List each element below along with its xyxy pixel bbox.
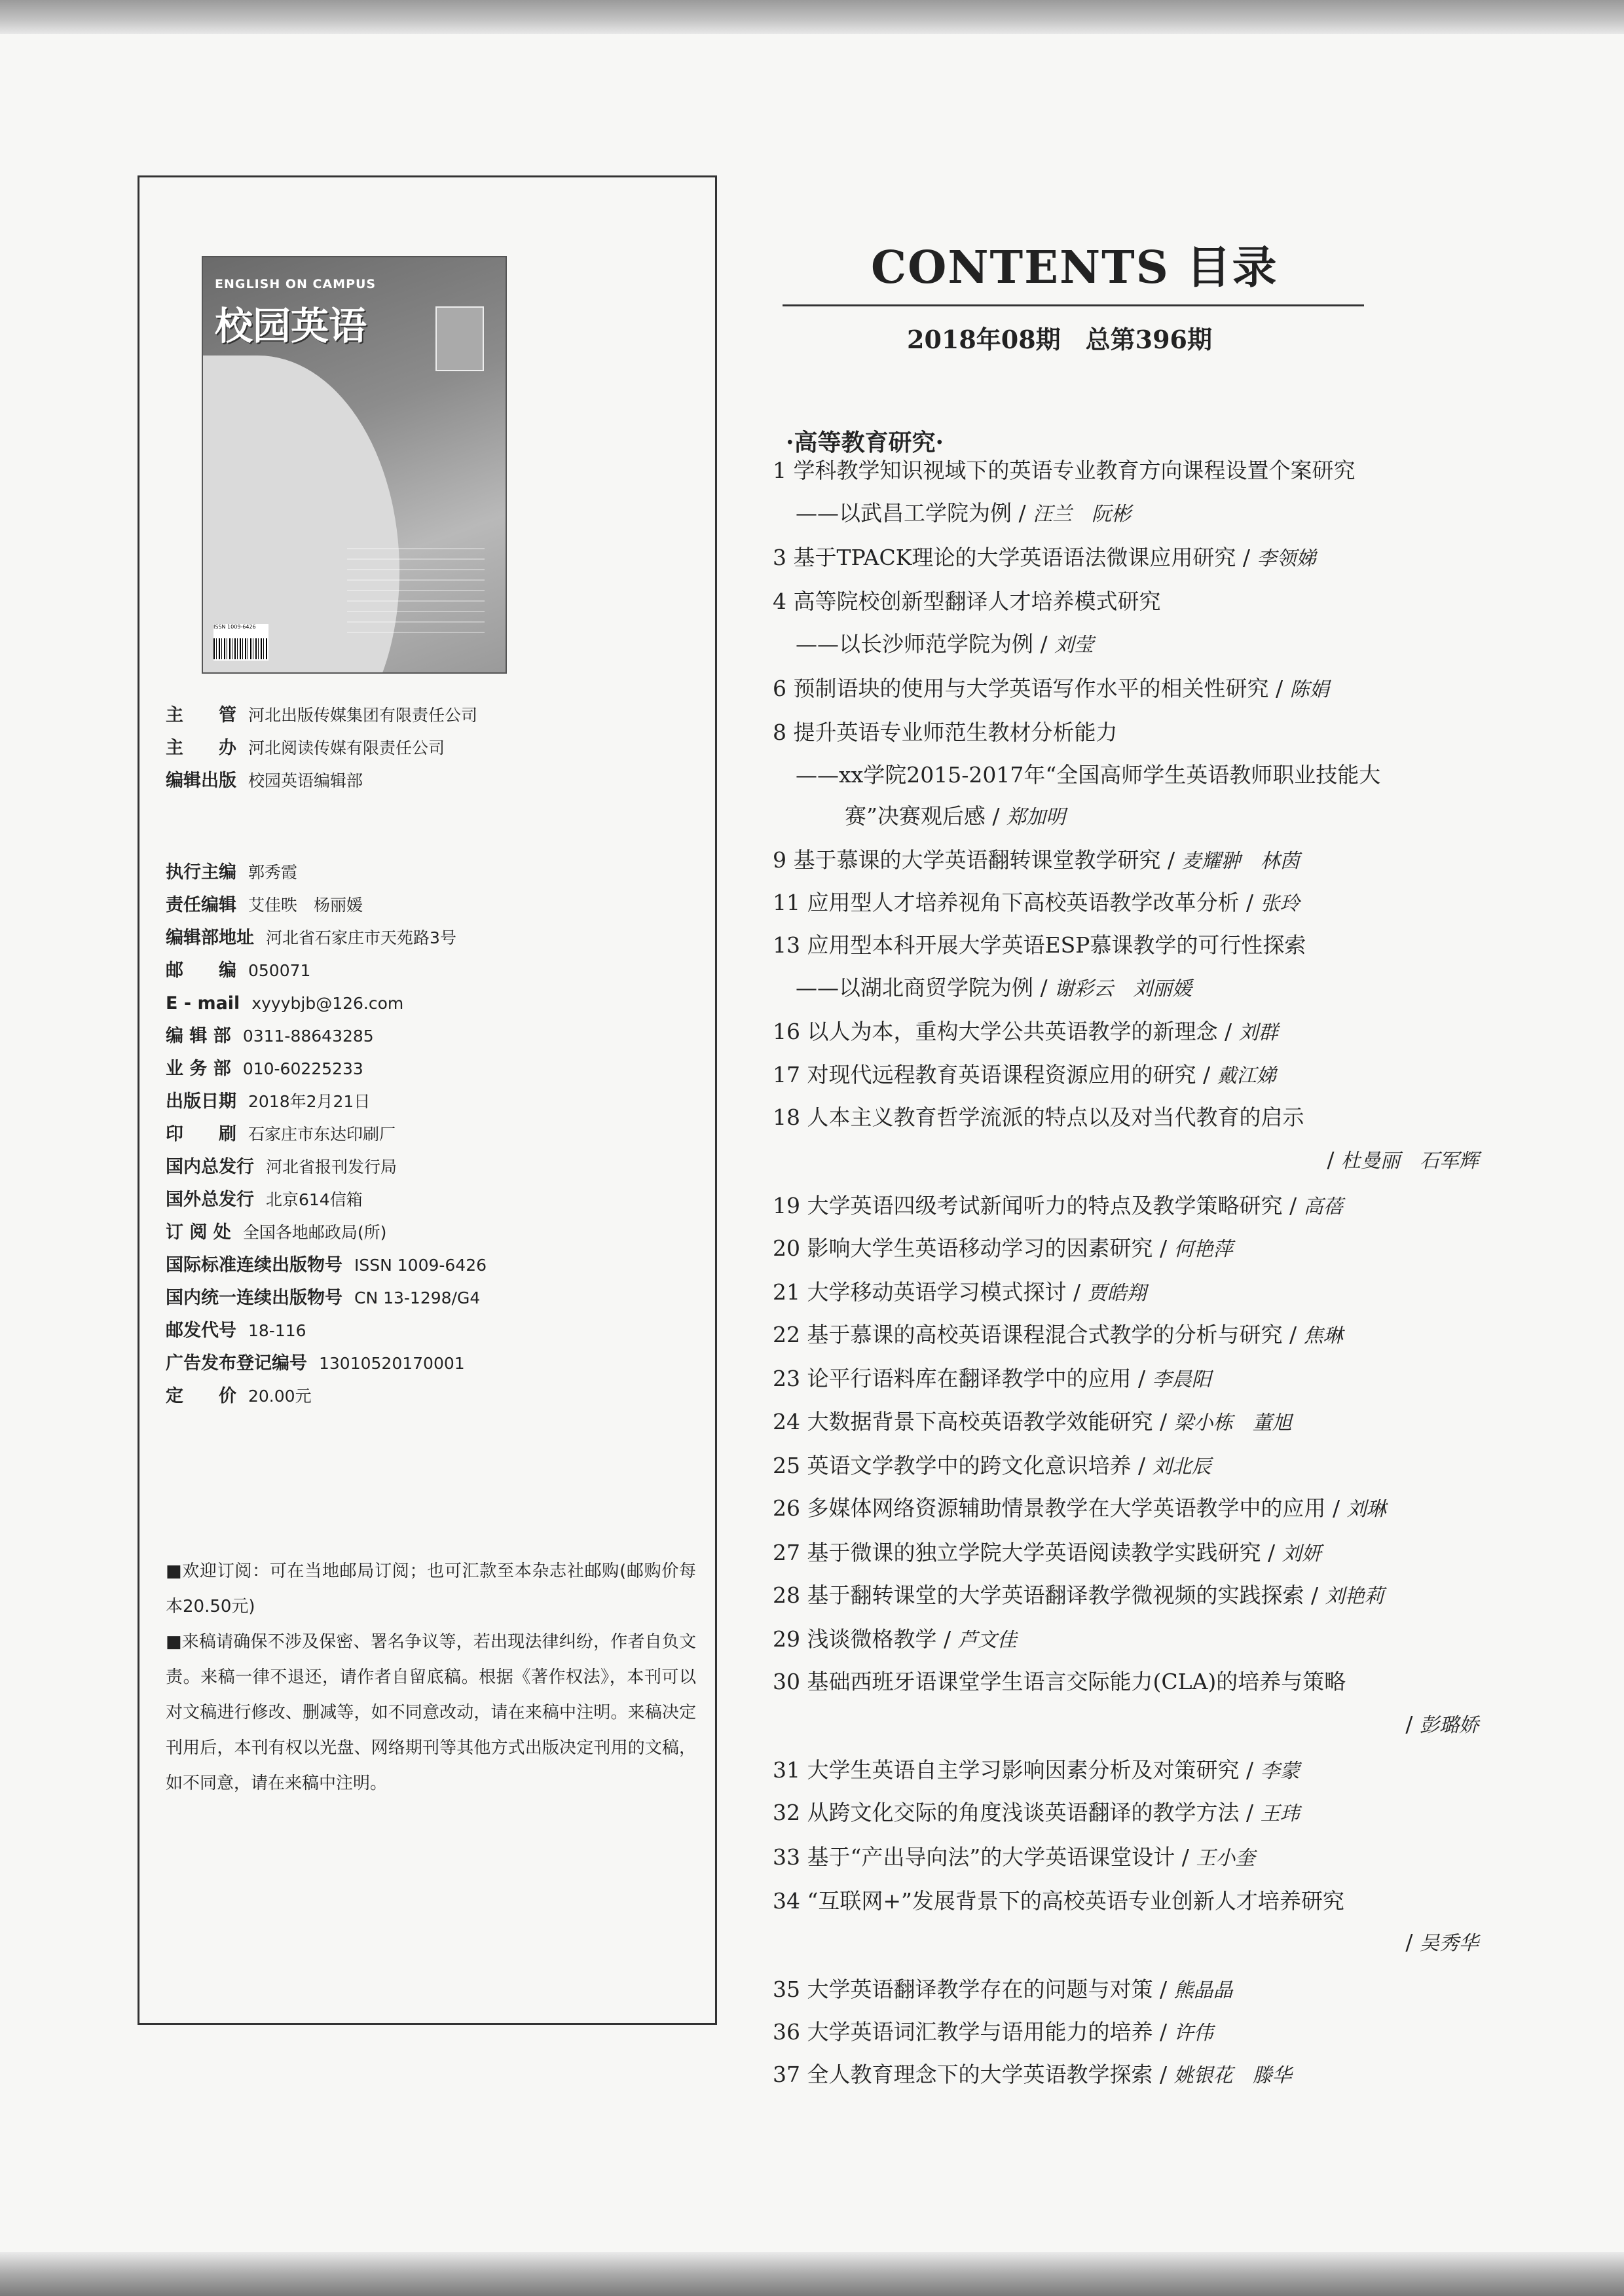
masthead-value: 0311-88643285 [242,1027,374,1046]
masthead-value: 河北省石家庄市天苑路3号 [266,928,456,947]
toc-entry [773,2058,1292,2088]
toc-title: 20 影响大学生英语移动学习的因素研究 / [773,1235,1174,1261]
toc-author: 彭璐娇 [1420,1714,1479,1737]
toc-entry [1405,1709,1479,1738]
toc-title: 13 应用型本科开展大学英语ESP慕课教学的可行性探索 [773,932,1306,958]
toc-title: 28 基于翻转课堂的大学英语翻译教学微视频的实践探索 / [773,1582,1325,1608]
toc-author: 吴秀华 [1420,1932,1479,1955]
masthead-label: 主 办 [166,738,236,758]
toc-author: 刘艳莉 [1325,1585,1384,1608]
masthead-label: 邮发代号 [166,1321,236,1341]
toc-title: / [1405,1711,1420,1737]
notice-subscribe: ■欢迎订阅：可在当地邮局订阅；也可汇款至本杂志社邮购(邮购价每本20.50元) [166,1561,696,1616]
toc-author: 汪兰 阮彬 [1033,503,1132,526]
toc-title: 19 大学英语四级考试新闻听力的特点及教学策略研究 / [773,1193,1304,1218]
masthead-value[interactable]: xyyybjb@126.com [251,994,404,1013]
masthead-label: 出版日期 [166,1091,236,1112]
masthead-label: 执行主编 [166,862,236,883]
toc-entry [796,627,1094,658]
toc-entry [773,1578,1384,1609]
toc-entry [796,758,1380,789]
toc-title: 37 全人教育理念下的大学英语教学探索 / [773,2062,1174,2087]
toc-title: / [1327,1147,1341,1173]
masthead-row [166,991,703,1017]
masthead-value: 艾佳昳 杨丽媛 [248,896,363,915]
masthead-value: 郭秀霞 [248,863,298,882]
toc-title: 9 基于慕课的大学英语翻转课堂教学研究 / [773,847,1182,873]
masthead-value: 13010520170001 [319,1354,465,1373]
toc-author: 王玮 [1260,1802,1300,1825]
title-divider [783,304,1364,306]
masthead-box [138,175,717,2025]
masthead-row [166,1383,703,1410]
masthead-value: 石家庄市东达印刷厂 [248,1125,396,1144]
masthead-row [166,892,703,919]
toc-title: 24 大数据背景下高校英语教学效能研究 / [773,1409,1174,1434]
toc-title: 22 基于慕课的高校英语课程混合式教学的分析与研究 / [773,1322,1304,1347]
masthead-row [166,1187,703,1213]
toc-author: 王小奎 [1196,1847,1255,1870]
notice-submission: ■来稿请确保不涉及保密、署名争议等，若出现法律纠纷，作者自负文责。来稿一律不退还，请作者自留底稿。根据《著作权法》，本刊可以对文稿进行修改、删减等，如不同意改动，请在来稿中注明。来稿决定刊用后，本刊有权以光盘、网络期刊等其他方式出版决定刊用的文稿，如不同意，请在来稿中注明。 [166,1632,696,1793]
toc-entry [773,1753,1300,1784]
toc-author: 张玲 [1260,892,1300,915]
masthead-value: CN 13-1298/G4 [354,1288,481,1307]
masthead-row [166,702,703,729]
masthead-label: 主 管 [166,705,236,725]
masthead-label: 责任编辑 [166,895,236,915]
toc-title: 23 论平行语料库在翻译教学中的应用 / [773,1366,1153,1391]
toc-author: 刘莹 [1054,634,1094,657]
toc-author: 姚银花 滕华 [1173,2064,1292,2087]
scan-shadow-top [0,0,1624,34]
toc-entry [773,672,1329,702]
toc-title: 4 高等院校创新型翻译人才培养模式研究 [773,589,1161,614]
toc-title: ——以湖北商贸学院为例 / [796,975,1055,1000]
toc-entry [773,1275,1147,1306]
toc-author: 刘妍 [1282,1542,1321,1565]
toc-entry [773,1665,1346,1696]
toc-title: 30 基础西班牙语课堂学生语言交际能力(CLA)的培养与策略 [773,1669,1346,1694]
toc-title: 21 大学移动英语学习模式探讨 / [773,1279,1088,1305]
masthead-value: 北京614信箱 [266,1190,363,1209]
masthead-row [166,1285,703,1311]
masthead-value: 河北出版传媒集团有限责任公司 [248,706,478,725]
masthead-value: ISSN 1009-6426 [354,1256,487,1275]
toc-entry [773,1622,1017,1653]
toc-entry [773,843,1300,874]
toc-author: 郑加明 [1006,806,1065,829]
toc-author: 芦文佳 [957,1629,1017,1652]
cover-subtitle: ENGLISH ON CAMPUS [215,277,377,291]
toc-entry [773,1973,1233,2003]
toc-author: 刘琳 [1346,1498,1386,1521]
scan-shadow-bottom [0,2252,1624,2296]
toc-entry [773,541,1316,572]
cover-issue-badge [435,306,484,371]
toc-entry [773,1884,1344,1915]
toc-entry [1405,1927,1479,1956]
toc-entry [773,716,1118,746]
masthead-label: 广告发布登记编号 [166,1353,307,1374]
masthead-label: 编辑出版 [166,771,236,791]
toc-entry [773,1101,1304,1131]
toc-entry [773,1491,1386,1522]
toc-entry [773,1405,1292,1436]
toc-entry [773,1231,1233,1262]
masthead-row [166,1023,703,1049]
toc-title: 赛”决赛观后感 / [845,803,1006,829]
masthead-label: 国际标准连续出版物号 [166,1255,342,1275]
toc-author: 李蒙 [1260,1760,1300,1783]
notice-block [166,1554,696,1801]
masthead-row [166,1351,703,1377]
toc-author: 戴江娣 [1217,1065,1276,1087]
masthead-label: 定 价 [166,1386,236,1406]
toc-author: 杜曼丽 石军辉 [1341,1150,1479,1173]
toc-entry [773,928,1306,959]
masthead-value: 20.00元 [248,1387,312,1406]
toc-title: 8 提升英语专业师范生教材分析能力 [773,720,1118,745]
toc-author: 何艳萍 [1173,1238,1233,1261]
toc-entry [773,886,1300,917]
toc-title: 11 应用型人才培养视角下高校英语教学改革分析 / [773,890,1261,915]
toc-entry [773,1362,1211,1393]
masthead-value: 18-116 [248,1321,306,1340]
masthead-label: 国内总发行 [166,1157,254,1177]
masthead-label: 国内统一连续出版物号 [166,1288,342,1308]
masthead-row [166,958,703,984]
toc-author: 陈娟 [1289,678,1329,701]
masthead-label: 订 阅 处 [166,1222,231,1243]
toc-title: 27 基于微课的独立学院大学英语阅读教学实践研究 / [773,1540,1282,1565]
toc-title: 1 学科教学知识视域下的英语专业教育方向课程设置个案研究 [773,458,1356,483]
toc-title: 36 大学英语词汇教学与语用能力的培养 / [773,2019,1174,2045]
masthead-row [166,860,703,886]
masthead-row [166,1154,703,1180]
toc-entry [773,1796,1300,1827]
masthead-value: 2018年2月21日 [248,1092,371,1111]
toc-author: 刘北辰 [1152,1455,1211,1478]
masthead-row [166,1252,703,1279]
toc-entry [773,585,1161,615]
toc-title: 33 基于“产出导向法”的大学英语课堂设计 / [773,1844,1196,1870]
toc-author: 刘群 [1238,1021,1278,1044]
toc-author: 高蓓 [1303,1195,1343,1218]
toc-entry [796,496,1131,527]
toc-author: 贾皓翔 [1087,1282,1147,1305]
masthead-value: 河北阅读传媒有限责任公司 [248,738,445,757]
toc-title: 6 预制语块的使用与大学英语写作水平的相关性研究 / [773,676,1290,701]
toc-title: 25 英语文学教学中的跨文化意识培养 / [773,1453,1153,1478]
toc-title: 3 基于TPACK理论的大学英语语法微课应用研究 / [773,545,1257,570]
toc-title: / [1405,1929,1420,1955]
toc-title: ——以武昌工学院为例 / [796,500,1033,526]
toc-entry [773,1058,1276,1089]
toc-author: 焦琳 [1303,1324,1343,1347]
toc-entry [773,1840,1255,1871]
toc-entry [773,1536,1321,1567]
section-heading: ·高等教育研究· [786,429,944,456]
cover-issn: ISSN 1009-6426 [213,624,268,630]
cover-text-texture [347,539,485,637]
toc-title: 31 大学生英语自主学习影响因素分析及对策研究 / [773,1757,1261,1783]
masthead-row [166,1220,703,1246]
masthead-value: 010-60225233 [242,1059,363,1078]
toc-title: 35 大学英语翻译教学存在的问题与对策 / [773,1977,1174,2002]
masthead-row [166,1089,703,1115]
masthead-label: E - mail [166,993,240,1013]
toc-entry [773,454,1356,484]
page-title: CONTENTS 目录 [871,242,1278,294]
barcode-icon [213,624,268,661]
toc-entry [773,2015,1213,2046]
toc-entry [796,971,1192,1002]
masthead-label: 业 务 部 [166,1059,231,1079]
toc-title: 16 以人为本，重构大学公共英语教学的新理念 / [773,1019,1239,1044]
toc-author: 李晨阳 [1152,1368,1211,1391]
masthead-label: 国外总发行 [166,1190,254,1210]
issue-number: 2018年08期 总第396期 [907,325,1212,354]
masthead-value: 河北省报刊发行局 [266,1157,397,1176]
masthead-label: 编辑部地址 [166,928,254,948]
toc-entry [773,1318,1343,1349]
toc-author: 许伟 [1173,2022,1213,2045]
toc-title: 34 “互联网+”发展背景下的高校英语专业创新人才培养研究 [773,1888,1344,1914]
masthead-value: 全国各地邮政局(所) [242,1223,387,1242]
masthead-label: 印 刷 [166,1124,236,1144]
masthead-row [166,735,703,761]
toc-title: 18 人本主义教育哲学流派的特点以及对当代教育的启示 [773,1104,1304,1130]
toc-title: 17 对现代远程教育英语课程资源应用的研究 / [773,1062,1217,1087]
toc-title: 32 从跨文化交际的角度浅谈英语翻译的教学方法 / [773,1800,1261,1825]
toc-author: 麦耀翀 林茵 [1181,850,1300,873]
toc-entry [845,799,1065,830]
toc-title: ——以长沙师范学院为例 / [796,631,1055,657]
cover-title: 校园英语 [215,304,367,348]
masthead-row [166,1056,703,1082]
toc-title: ——xx学院2015-2017年“全国高师学生英语教师职业技能大 [796,762,1381,788]
toc-entry [1327,1144,1479,1173]
masthead-row [166,925,703,951]
magazine-cover-image [202,256,507,674]
masthead-value: 050071 [248,961,311,980]
masthead-row [166,1121,703,1148]
toc-author: 熊晶晶 [1173,1979,1233,2002]
masthead-row [166,768,703,794]
masthead-label: 编 辑 部 [166,1026,231,1046]
toc-title: 26 多媒体网络资源辅助情景教学在大学英语教学中的应用 / [773,1495,1347,1521]
masthead-label: 邮 编 [166,960,236,981]
masthead-row [166,1318,703,1344]
toc-entry [773,1015,1278,1046]
toc-entry [773,1189,1343,1220]
toc-title: 29 浅谈微格教学 / [773,1626,958,1652]
toc-author: 李领娣 [1257,547,1316,570]
toc-author: 梁小栋 董旭 [1173,1412,1292,1434]
toc-entry [773,1449,1211,1480]
toc-author: 谢彩云 刘丽媛 [1054,977,1192,1000]
masthead-value: 校园英语编辑部 [248,771,363,790]
